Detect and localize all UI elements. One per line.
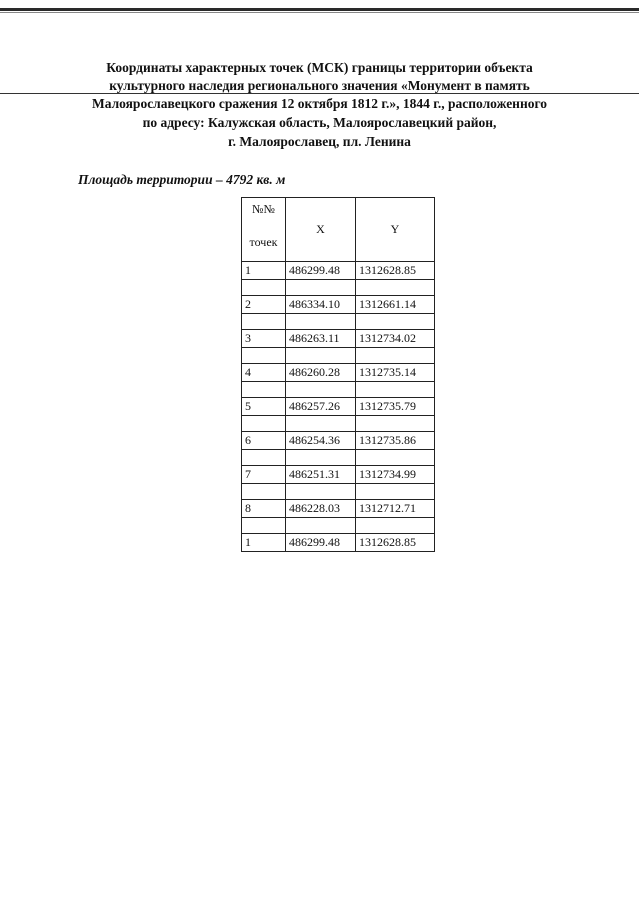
cell-point: 5	[242, 398, 286, 416]
table-spacer-row	[242, 314, 435, 330]
spacer-cell	[356, 518, 435, 534]
table-header-row	[242, 198, 435, 262]
spacer-cell	[356, 484, 435, 500]
cell-point: 1	[242, 534, 286, 552]
cell-y: 1312735.79	[356, 398, 435, 416]
table-spacer-row	[242, 450, 435, 466]
spacer-cell	[356, 348, 435, 364]
cell-x: 486251.31	[286, 466, 356, 484]
table-spacer-row	[242, 280, 435, 296]
header-x: X	[286, 198, 356, 262]
cell-x: 486299.48	[286, 534, 356, 552]
table-row	[242, 364, 435, 382]
cell-y: 1312734.02	[356, 330, 435, 348]
area-statement: Площадь территории – 4792 кв. м	[78, 172, 286, 187]
spacer-cell	[242, 314, 286, 330]
title-line-1: Координаты характерных точек (МСК) границы территории объекта	[106, 60, 533, 75]
cell-x: 486299.48	[286, 262, 356, 280]
cell-point: 1	[242, 262, 286, 280]
cell-x: 486257.26	[286, 398, 356, 416]
table-row	[242, 432, 435, 450]
spacer-cell	[242, 484, 286, 500]
cell-y: 1312661.14	[356, 296, 435, 314]
spacer-cell	[242, 518, 286, 534]
table-spacer-row	[242, 484, 435, 500]
table-row	[242, 330, 435, 348]
table-row	[242, 466, 435, 484]
spacer-cell	[242, 450, 286, 466]
header-point-number-line1: №№	[252, 202, 275, 216]
title-line-3: Малоярославецкого сражения 12 октября 1812 г.», 1844 г., расположенного	[91, 96, 548, 111]
spacer-cell	[356, 382, 435, 398]
spacer-cell	[286, 450, 356, 466]
spacer-cell	[286, 314, 356, 330]
spacer-cell	[356, 450, 435, 466]
cell-point: 4	[242, 364, 286, 382]
cell-y: 1312628.85	[356, 262, 435, 280]
spacer-cell	[286, 518, 356, 534]
spacer-cell	[286, 382, 356, 398]
cell-y: 1312734.99	[356, 466, 435, 484]
spacer-cell	[242, 348, 286, 364]
table-row	[242, 398, 435, 416]
cell-x: 486263.11	[286, 330, 356, 348]
scan-border-top	[0, 8, 639, 11]
cell-x: 486228.03	[286, 500, 356, 518]
header-point-number	[242, 198, 286, 262]
spacer-cell	[242, 280, 286, 296]
cell-point: 2	[242, 296, 286, 314]
spacer-cell	[286, 484, 356, 500]
spacer-cell	[356, 280, 435, 296]
coordinates-table	[241, 197, 435, 552]
cell-point: 3	[242, 330, 286, 348]
spacer-cell	[242, 382, 286, 398]
header-point-number-line2: точек	[249, 235, 278, 249]
table-row	[242, 262, 435, 280]
cell-y: 1312735.86	[356, 432, 435, 450]
table-row	[242, 500, 435, 518]
spacer-cell	[286, 280, 356, 296]
cell-x: 486254.36	[286, 432, 356, 450]
spacer-cell	[356, 416, 435, 432]
cell-point: 8	[242, 500, 286, 518]
table-spacer-row	[242, 382, 435, 398]
cell-y: 1312712.71	[356, 500, 435, 518]
spacer-cell	[356, 314, 435, 330]
cell-point: 7	[242, 466, 286, 484]
table-spacer-row	[242, 348, 435, 364]
cell-x: 486260.28	[286, 364, 356, 382]
cell-y: 1312628.85	[356, 534, 435, 552]
cell-y: 1312735.14	[356, 364, 435, 382]
table-row	[242, 534, 435, 552]
table-spacer-row	[242, 518, 435, 534]
cell-x: 486334.10	[286, 296, 356, 314]
title-line-5: г. Малоярославец, пл. Ленина	[228, 134, 411, 149]
title-line-4: по адресу: Калужская область, Малоярославецкий район,	[142, 115, 497, 130]
table-row	[242, 296, 435, 314]
header-y: Y	[356, 198, 435, 262]
spacer-cell	[242, 416, 286, 432]
spacer-cell	[286, 348, 356, 364]
title-line-2: культурного наследия регионального значения «Монумент в память	[109, 78, 530, 93]
spacer-cell	[286, 416, 356, 432]
table-spacer-row	[242, 416, 435, 432]
scan-border-top-thin	[0, 12, 639, 13]
cell-point: 6	[242, 432, 286, 450]
